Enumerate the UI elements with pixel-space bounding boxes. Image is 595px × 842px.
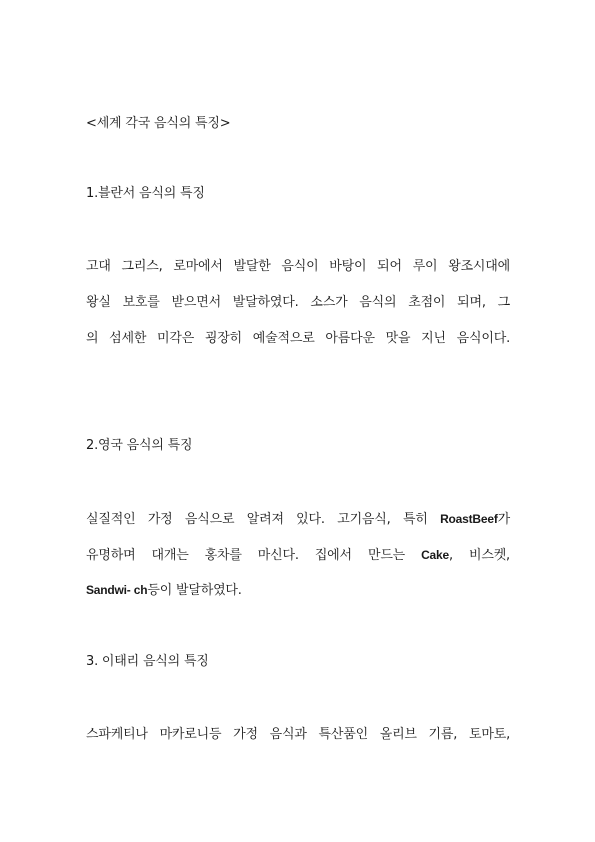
roastbeef-term: RoastBeef: [440, 512, 498, 526]
section-2-line-2-text: 유명하며 대개는 홍차를 마신다. 집에서 만드는: [86, 548, 422, 563]
section-1-line-2: 왕실 보호를 받으면서 발달하였다. 소스가 음식의 초점이 되며, 그: [86, 295, 510, 310]
section-2-line-1-suffix: 가: [497, 512, 510, 527]
section-2-line-3-suffix: 등이 발달하였다.: [147, 583, 242, 598]
section-1-line-3: 의 섬세한 미각은 굉장히 예술적으로 아름다운 맛을 지닌 음식이다.: [86, 331, 510, 346]
document-title: <세계 각국 음식의 특징>: [86, 116, 231, 131]
section-2-line-2: [86, 547, 510, 564]
section-2-line-1-text: 실질적인 가정 음식으로 알려져 있다. 고기음식, 특히: [86, 512, 441, 527]
section-3-line-1: 스파케티나 마카로니등 가정 음식과 특산품인 올리브 기름, 토마토,: [86, 727, 510, 742]
section-2-line-1: [86, 511, 510, 528]
section-1-line-1: 고대 그리스, 로마에서 발달한 음식이 바탕이 되어 루이 왕조시대에: [86, 259, 510, 274]
sandwich-term: Sandwi- ch: [86, 583, 148, 597]
section-3-heading: 3. 이태리 음식의 특징: [86, 654, 209, 669]
section-1-heading: 1.블란서 음식의 특징: [86, 186, 205, 201]
section-2-line-3: [86, 582, 242, 599]
section-2-heading: 2.영국 음식의 특징: [86, 438, 193, 453]
cake-term: Cake: [421, 548, 449, 562]
section-2-line-2-suffix: , 비스켓,: [448, 548, 510, 563]
